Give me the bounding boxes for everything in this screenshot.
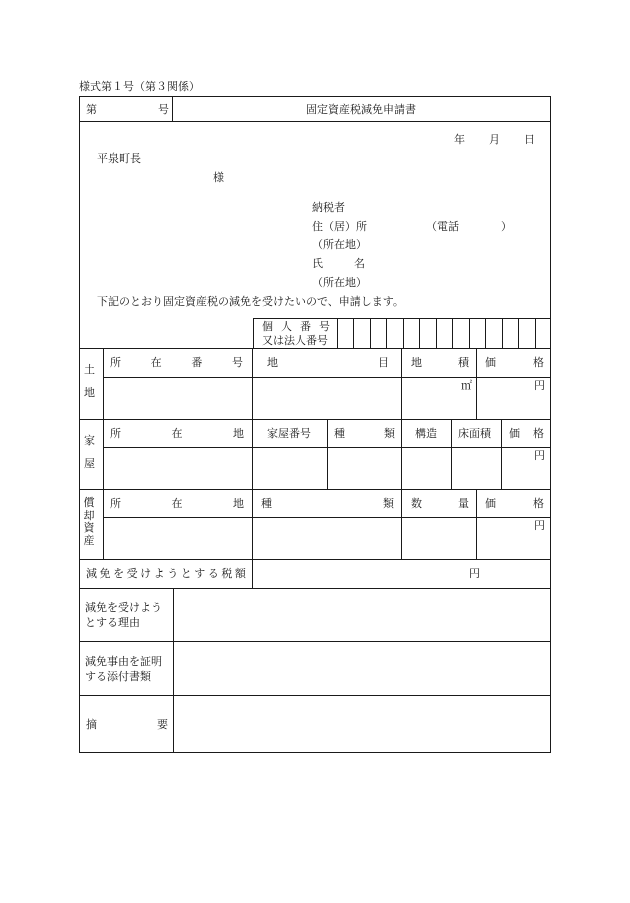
corporate-number-label: 又は法人番号 bbox=[262, 334, 328, 347]
header-bottom-line bbox=[79, 121, 551, 122]
land-col-divider-3 bbox=[476, 348, 477, 419]
taxpayer-label: 納税者 bbox=[312, 201, 345, 214]
depreciable-bottom-line bbox=[79, 559, 551, 560]
land-col-location: 所 在 番 号 bbox=[110, 356, 243, 369]
form-title: 固定資産税減免申請書 bbox=[306, 103, 416, 116]
land-col-divider-1 bbox=[252, 348, 253, 419]
house-col-divider-2 bbox=[327, 419, 328, 489]
house-col-divider-5 bbox=[501, 419, 502, 489]
docs-bottom-line bbox=[79, 695, 551, 696]
docs-label-1: 減免事由を証明 bbox=[85, 655, 162, 668]
phone-label: （電話 bbox=[426, 220, 459, 233]
reason-label-2: とする理由 bbox=[85, 616, 140, 629]
personal-number-label: 個 人 番 号 bbox=[262, 320, 330, 333]
depreciable-col-price: 価 格 bbox=[485, 497, 544, 510]
date-day: 日 bbox=[524, 133, 535, 146]
house-col-price: 価 格 bbox=[509, 427, 544, 440]
body-bottom-line bbox=[79, 348, 551, 349]
depreciable-label-1: 償 bbox=[83, 496, 95, 509]
request-statement: 下記のとおり固定資産税の減免を受けたいので、申請します。 bbox=[97, 295, 404, 308]
depreciable-col-divider-1 bbox=[252, 489, 253, 559]
phone-close: ） bbox=[501, 220, 512, 233]
house-col-type: 種 類 bbox=[334, 427, 395, 440]
no-label-first: 第 bbox=[86, 103, 97, 116]
header-divider bbox=[172, 96, 173, 121]
remarks-label-2: 要 bbox=[157, 718, 168, 731]
house-col-divider-3 bbox=[401, 419, 402, 489]
depreciable-label-3: 資 bbox=[83, 521, 95, 534]
docs-label-2: する添付書類 bbox=[85, 670, 151, 683]
land-label-2: 地 bbox=[84, 386, 95, 399]
house-col-floor-area: 床面積 bbox=[458, 427, 491, 440]
house-bottom-line bbox=[79, 489, 551, 490]
land-col-chimoku-2: 目 bbox=[378, 356, 389, 369]
section-label-divider bbox=[103, 348, 104, 559]
name-label-second: 名 bbox=[354, 257, 365, 270]
form-number: 様式第１号（第３関係） bbox=[79, 80, 200, 93]
depreciable-label-4: 産 bbox=[83, 534, 95, 547]
house-col-divider-4 bbox=[451, 419, 452, 489]
land-col-price: 価 格 bbox=[485, 356, 544, 369]
number-digit-cells bbox=[337, 318, 551, 348]
addressee: 平泉町長 bbox=[97, 152, 141, 165]
name-label-first: 氏 bbox=[312, 257, 323, 270]
house-col-divider-1 bbox=[252, 419, 253, 489]
land-col-divider-2 bbox=[401, 348, 402, 419]
depreciable-unit-yen: 円 bbox=[534, 519, 545, 532]
depreciable-label-2: 却 bbox=[83, 509, 95, 522]
tax-amount-bottom-line bbox=[79, 588, 551, 589]
lower-label-divider bbox=[173, 588, 174, 753]
depreciable-header-line bbox=[103, 517, 551, 518]
date-month: 月 bbox=[489, 133, 500, 146]
house-col-structure: 構造 bbox=[415, 427, 437, 440]
no-label-gou: 号 bbox=[158, 103, 169, 116]
depreciable-col-type: 種 類 bbox=[261, 497, 394, 510]
land-unit-yen: 円 bbox=[534, 379, 545, 392]
location-label-2: （所在地） bbox=[312, 276, 367, 289]
land-label-1: 土 bbox=[84, 363, 95, 376]
house-label-1: 家 bbox=[84, 434, 95, 447]
reason-label-1: 減免を受けよう bbox=[85, 601, 162, 614]
tax-amount-divider bbox=[252, 559, 253, 588]
reason-bottom-line bbox=[79, 641, 551, 642]
remarks-label-1: 摘 bbox=[86, 718, 97, 731]
house-col-location: 所 在 地 bbox=[110, 427, 244, 440]
house-label-2: 屋 bbox=[84, 457, 95, 470]
depreciable-col-divider-2 bbox=[401, 489, 402, 559]
house-col-house-number: 家屋番号 bbox=[267, 427, 311, 440]
house-unit-yen: 円 bbox=[534, 449, 545, 462]
land-header-line bbox=[103, 377, 551, 378]
depreciable-col-divider-3 bbox=[476, 489, 477, 559]
date-year: 年 bbox=[454, 133, 465, 146]
address-label: 住（居）所 bbox=[312, 220, 367, 233]
land-col-area: 地 積 bbox=[411, 356, 469, 369]
land-col-chimoku-1: 地 bbox=[267, 356, 278, 369]
tax-amount-unit: 円 bbox=[469, 567, 480, 580]
tax-amount-label: 減 免 を 受 け よ う と す る 税 額 bbox=[86, 567, 246, 580]
land-bottom-line bbox=[79, 419, 551, 420]
land-unit-area: ㎡ bbox=[461, 379, 472, 392]
depreciable-col-location: 所 在 地 bbox=[110, 497, 244, 510]
location-label: （所在地） bbox=[312, 238, 367, 251]
depreciable-col-quantity: 数 量 bbox=[411, 497, 469, 510]
addressee-sama: 様 bbox=[213, 171, 224, 184]
number-box-left bbox=[253, 318, 254, 349]
